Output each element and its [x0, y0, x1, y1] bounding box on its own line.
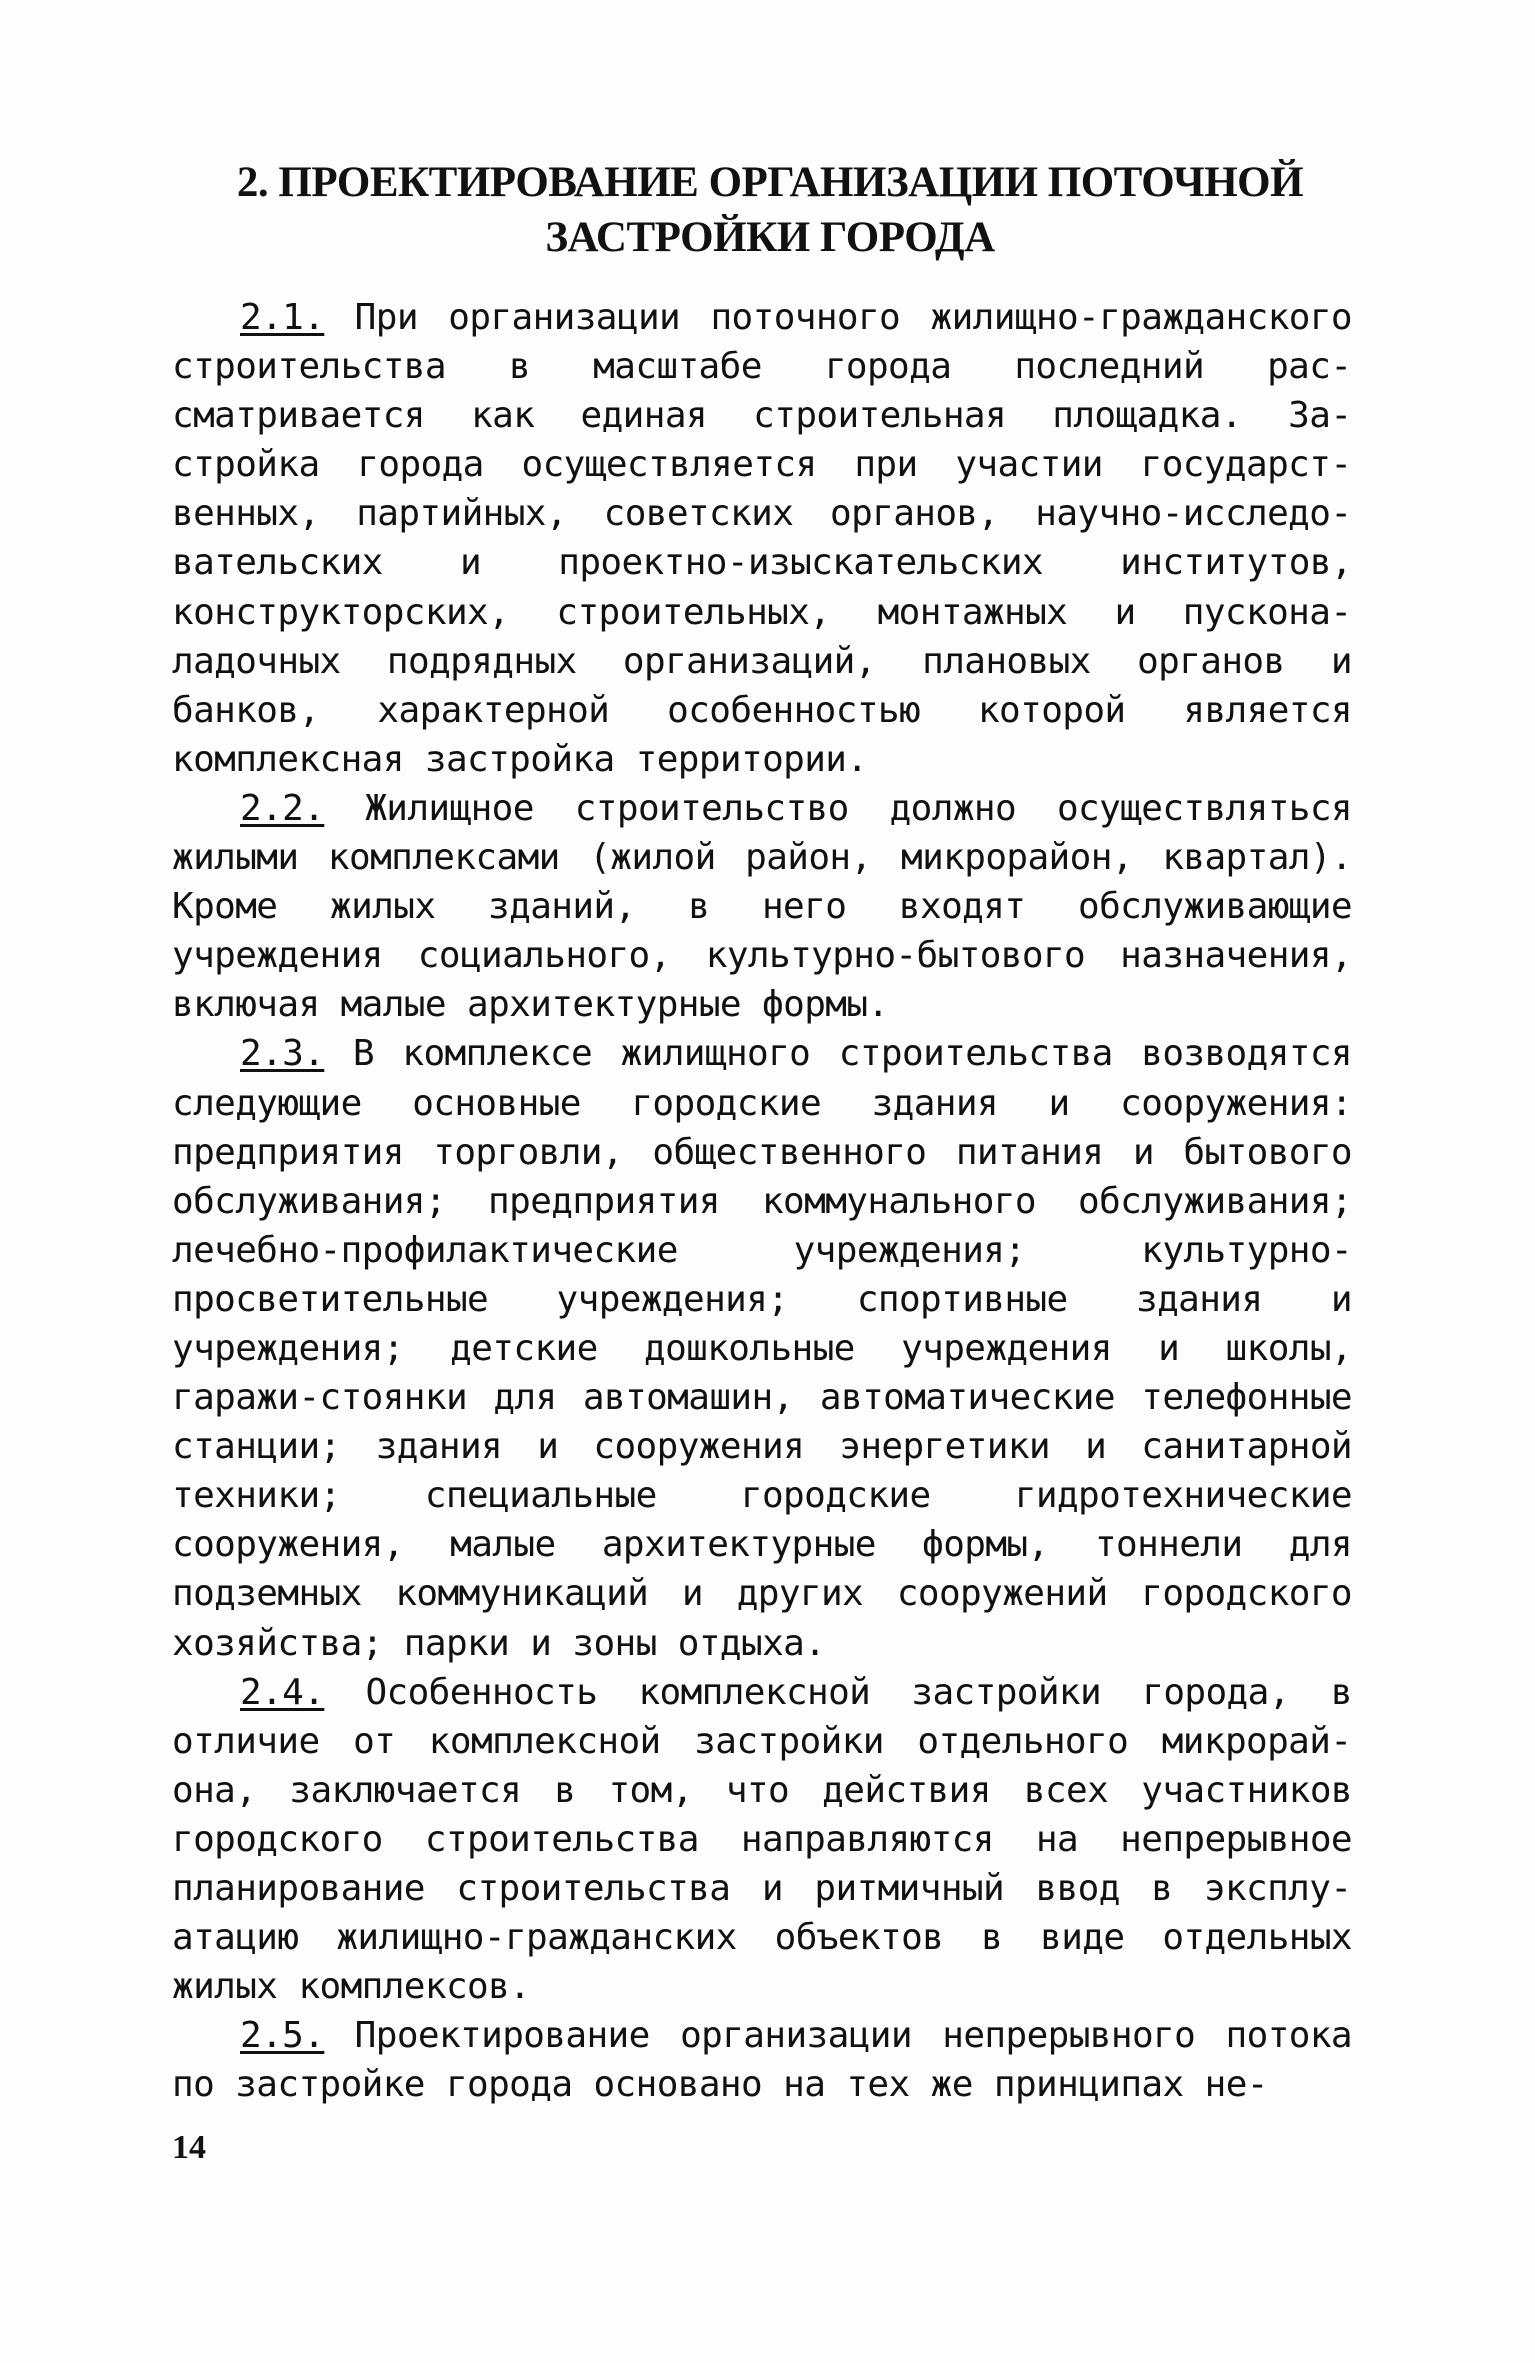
paragraph-text: Особенность комплексной застройки города, в отличие от комплексной застройки отдельного микрорайона, заключается в том, что действия всех участников городского строительства направляются на непрерывное планирование строительства и ритмичный ввод в эксплуатацию жилищно-гражданских объектов в виде отдельных жилых комплексов. — [172, 1671, 1352, 2008]
body-text — [172, 293, 1352, 2109]
section-heading-line-2: ЗАСТРОЙКИ ГОРОДА — [545, 214, 995, 261]
paragraph-number: 2.4. — [240, 1671, 325, 1713]
page-number: 14 — [172, 2129, 206, 2166]
paragraph-text: Проектирование организации непрерывного потока по застройке города основано на тех же принципах не- — [172, 2015, 1352, 2106]
paragraph-text: Жилищное строительство должно осуществляться жилыми комплексами (жилой район, микрорайон, квартал). Кроме жилых зданий, в него входят обслуживающие учреждения социального, культурно-бытового назначения, включая малые архитектурные формы. — [172, 787, 1352, 1026]
paragraph-number: 2.5. — [240, 2015, 325, 2057]
paragraph-number: 2.3. — [240, 1033, 325, 1075]
paragraph-number: 2.2. — [240, 787, 325, 829]
paragraph-2-1 — [172, 293, 1352, 784]
section-heading — [170, 155, 1370, 265]
paragraph-2-5 — [172, 2011, 1352, 2109]
paragraph-2-2 — [172, 784, 1352, 1029]
paragraph-2-4 — [172, 1668, 1352, 2012]
paragraph-number: 2.1. — [240, 297, 325, 338]
section-heading-line-1: 2. ПРОЕКТИРОВАНИЕ ОРГАНИЗАЦИИ ПОТОЧНОЙ — [236, 159, 1304, 206]
paragraph-text: В комплексе жилищного строительства возводятся следующие основные городские здания и сооружения: предприятия торговли, общественного питания и бытового обслуживания; предприятия коммунального обслуживания; лечебно-профилактические учреждения; культурно-просветительные учреждения; спортивные здания и учреждения; детские дошкольные учреждения и школы, гаражи-стоянки для автомашин, автоматические телефонные станции; здания и сооружения энергетики и санитарной техники; специальные городские гидротехнические сооружения, малые архитектурные формы, тоннели для подземных коммуникаций и других сооружений городского хозяйства; парки и зоны отдыха. — [172, 1033, 1352, 1664]
paragraph-2-3 — [172, 1029, 1352, 1667]
paragraph-text: При организации поточного жилищно-гражданского строительства в масштабе города последний рассматривается как единая строительная площадка. Застройка города осуществляется при участии государственных, партийных, советских органов, научно-исследовательских и проектно-изыскательских институтов, конструкторских, строительных, монтажных и пусконаладочных подрядных организаций, плановых органов и банков, характерной особенностью которой является комплексная застройка территории. — [172, 297, 1352, 780]
